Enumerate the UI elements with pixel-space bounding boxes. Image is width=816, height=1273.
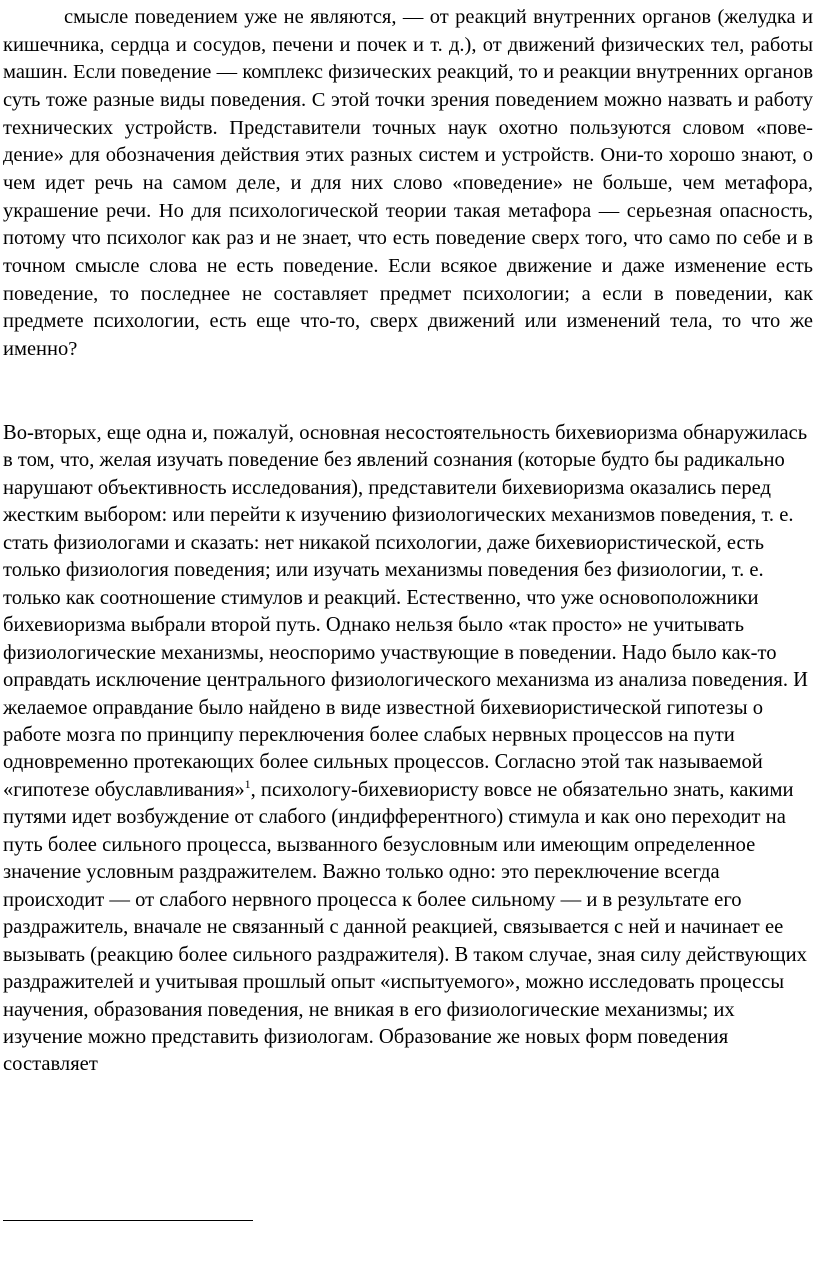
paragraph-2: [3, 420, 816, 1079]
paragraph-2-text-end: , психологу-бихевиористу вовсе не обязательно знать, какими путями идет возбуждение от слабого (индифферентного) стимула и как оно переходит на путь более сильного процесса, вызванного безусловным или имеющим определенное значение условным раздражителем. Важно только одно: это переключение всегда происходит — от слабого нервного процесса к более сильному — и в результате его раздражитель, вначале не связанный с данной реакцией, связывается с ней и начинает ее вызывать (реакцию более сильного раздражителя). В таком случае, зная силу действующих раздражителей и учитывая прошлый опыт «испытуемого», можно исследовать процессы научения, образования поведения, не вникая в его физиологические механизмы; их изучение можно представить физиологам. Образование же новых форм поведения составляет: [3, 778, 807, 1076]
paragraph-1: смысле поведением уже не являются, — от реакций внутренних органов (желудка и кишечника, сердца и сосудов, печени и почек и т. д.), от движений физических тел, работы машин. Если поведение — комплекс физических реакций, то и реакции внутренних органов суть тоже разные виды поведения. С этой точки зрения поведением можно назвать и работу технических устройств. Представители точных наук охотно пользуются словом «пове-дение» для обозначения действия этих разных систем и устройств. Они-то хорошо знают, о чем идет речь на самом деле, и для них слово «поведение» не больше, чем метафора, украшение речи. Но для психологической теории такая метафора — серьезная опасность, потому что психолог как раз и не знает, что есть поведение сверх того, что само по себе и в точном смысле слова не есть поведение. Если всякое движение и даже изменение есть поведение, то последнее не составляет предмет психологии; а если в поведении, как предмете психологии, есть еще что-то, сверх движений или изменений тела, то что же именно?: [3, 6, 813, 360]
paragraph-2-text-start: Во-вторых, еще одна и, пожалуй, основная несостоятельность бихевиоризма обнаружилась в том, что, желая изучать поведение без явлений сознания (которые будто бы радикально нарушают объективность исследования), представители бихевиоризма оказались перед жестким выбором: или перейти к изучению физиологических механизмов поведения, т. е. стать физиологами и сказать: нет никакой психологии, даже бихевиористической, есть только физиология поведения; или изучать механизмы поведения без физиологии, т. е. только как соотношение стимулов и реакций. Естественно, что уже основоположники бихевиоризма выбрали второй путь. Однако нельзя было «так просто» не учитывать физиологические механизмы, неоспоримо участвующие в поведении. Надо было как-то оправдать исключение центрального физиологического механизма из анализа поведения. И желаемое оправдание было найдено в виде известной бихевиористической гипотезы о работе мозга по принципу переключения более слабых нервных процессов на пути одновременно протекающих более сильных процессов. Согласно этой так называемой «гипотезе обуславливания»: [3, 422, 808, 801]
footnote-marker[interactable]: 1: [244, 777, 251, 792]
footnote-separator: [3, 1220, 253, 1221]
